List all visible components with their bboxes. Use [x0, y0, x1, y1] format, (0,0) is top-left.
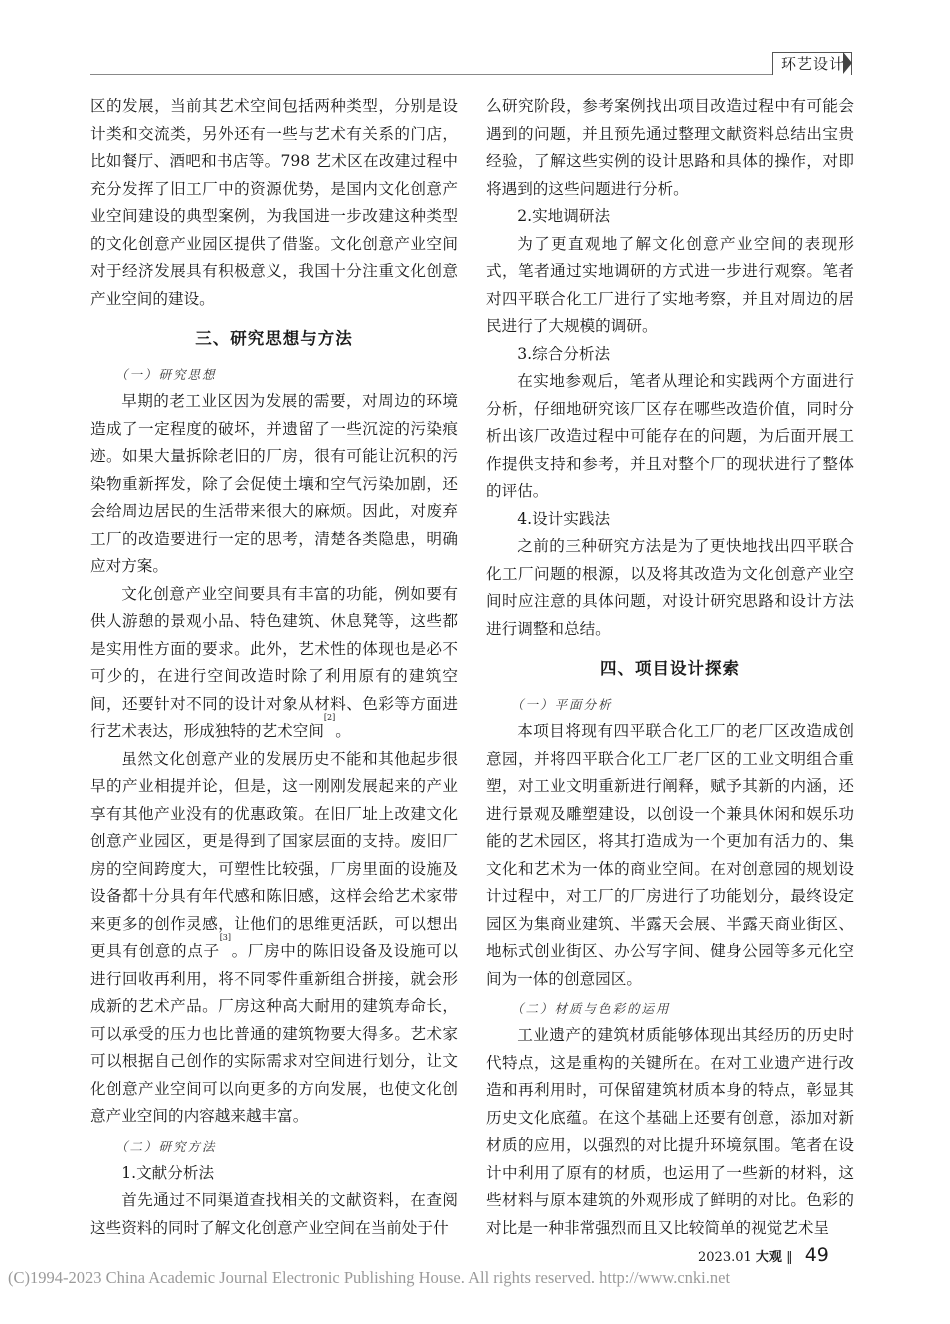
subsection-heading: （一）平面分析 — [511, 697, 613, 712]
paragraph: 本项目将现有四平联合化工厂的老厂区改造成创意园，并将四平联合化工厂老厂区的工业文明组合重塑，对工业文明重新进行阐释，赋予其新的内涵，还进行景观及雕塑建设，以创设一个兼具休闲和娱乐功能的艺术园区，将其打造成为一个更加有活力的、集文化和艺术为一体的商业空间。在对创意园的规划设计过程中，对工厂的厂房进行了功能划分，最终设定园区为集商业建筑、半露天会展、半露天商业街区、地标式创业街区、办公写字间、健身公园等多元化空间为一体的创意园区。 — [486, 722, 854, 988]
paragraph: 虽然文化创意产业的发展历史不能和其他起步很早的产业相提并论，但是，这一刚刚发展起来的产业享有其他产业没有的优惠政策。在旧厂址上改建文化创意产业园区，更是得到了国家层面的支持。废旧厂房的空间跨度大，可塑性比较强，厂房里面的设施及设备都十分具有年代感和陈旧感，这样会给艺术家带来更多的创作灵感，让他们的思维更活跃，可以想出更具有创意的点子[3]。厂房中的陈旧设备及设施可以进行回收再利用，将不同零件重新组合拼接，就会形成新的艺术产品。厂房这种高大耐用的建筑寿命长，可以承受的压力也比普通的建筑物要大得多。艺术家可以根据自己创作的实际需求对空间进行划分，让文化创意产业空间可以向更多的方向发展，也使文化创意产业空间的内容越来越丰富。 — [90, 749, 458, 1125]
paragraph: 之前的三种研究方法是为了更快地找出四平联合化工厂问题的根源，以及将其改造为文化创意产业空间时应注意的具体问题，对设计研究思路和设计方法进行调整和总结。 — [486, 537, 854, 638]
subsection-heading: （一）研究思想 — [115, 367, 217, 382]
method-heading: 1.文献分析法 — [121, 1163, 215, 1182]
paragraph: 在实地参观后，笔者从理论和实践两个方面进行分析，仔细地研究该厂区存在哪些改造价值，同时分析出该厂改造过程中可能存在的问题，为后面开展工作提供支持和参考，并且对整个厂的现状进行了整体的评估。 — [486, 372, 854, 500]
right-column — [486, 93, 854, 1242]
paragraph: 工业遗产的建筑材质能够体现出其经历的历史时代特点，这是重构的关键所在。在对工业遗产进行改造和再利用时，可保留建筑材质本身的特点，彰显其历史文化底蕴。在这个基础上还要有创意，添加对新材质的应用，以强烈的对比提升环境氛围。笔者在设计中利用了原有的材质，也运用了一些新的材料，这些材料与原本建筑的外观形成了鲜明的对比。色彩的对比是一种非常强烈而且又比较简单的视觉艺术呈 — [486, 1026, 854, 1237]
subsection-heading: （二）研究方法 — [115, 1138, 217, 1154]
left-column — [90, 93, 458, 1242]
footer-separator: ‖ — [786, 1250, 793, 1265]
page-number: 49 — [804, 1244, 829, 1266]
paragraph: 文化创意产业空间要具有丰富的功能，例如要有供人游憩的景观小品、特色建筑、休息凳等，这些都是实用性方面的要求。此外，艺术性的体现也是必不可少的，在进行空间改造时除了利用原有的建筑空间，还要针对不同的设计对象从材料、色彩等方面进行艺术表达，形成独特的艺术空间[2]。 — [90, 584, 458, 740]
method-heading: 3.综合分析法 — [517, 344, 611, 363]
issue-date: 2023.01 — [698, 1250, 752, 1265]
paragraph: 早期的老工业区因为发展的需要，对周边的环境造成了一定程度的破坏，并遗留了一些沉淀的污染痕迹。如果大量拆除老旧的厂房，很有可能让沉积的污染物重新挥发，除了会促使土壤和空气污染加剧，还会给周边居民的生活带来很大的麻烦。因此，对废弃工厂的改造要进行一定的思考，清楚各类隐患，明确应对方案。 — [90, 392, 458, 575]
copyright-notice: (C)1994-2023 China Academic Journal Electronic Publishing House. All rights reserved. http://www.cnki.net — [8, 1268, 731, 1287]
paragraph: 区的发展，当前其艺术空间包括两种类型，分别是设计类和交流类，另外还有一些与艺术有关系的门店，比如餐厅、酒吧和书店等。798 艺术区在改建过程中充分发挥了旧工厂中的资源优势，是国内文化创意产业空间建设的典型案例，为我国进一步改建这种类型的文化创意产业园区提供了借鉴。文化创意产业空间对于经济发展具有积极意义，我国十分注重文化创意产业空间的建设。 — [90, 97, 458, 308]
citation-ref: [3] — [219, 933, 232, 942]
page-footer — [698, 1244, 829, 1266]
journal-name: 大观 — [755, 1250, 782, 1265]
section-chevron-icon — [843, 52, 852, 74]
method-heading: 2.实地调研法 — [517, 207, 611, 225]
paragraph: 首先通过不同渠道查找相关的文献资料，在查阅这些资料的同时了解文化创意产业空间在当前处于什 — [90, 1191, 458, 1237]
citation-ref: [2] — [323, 713, 336, 722]
section-heading: 四、项目设计探索 — [600, 659, 740, 678]
section-tag: 环艺设计 — [772, 52, 852, 75]
header-rule — [90, 74, 773, 75]
paragraph: 么研究阶段，参考案例找出项目改造过程中有可能会遇到的问题，并且预先通过整理文献资料总结出宝贵经验，了解这些实例的设计思路和具体的操作，对即将遇到的这些问题进行分析。 — [486, 97, 854, 198]
paragraph: 为了更直观地了解文化创意产业空间的表现形式，笔者通过实地调研的方式进一步进行观察。笔者对四平联合化工厂进行了实地考察，并且对周边的居民进行了大规模的调研。 — [486, 234, 854, 335]
method-heading: 4.设计实践法 — [517, 509, 611, 528]
subsection-heading: （二）材质与色彩的运用 — [511, 1001, 671, 1016]
section-heading: 三、研究思想与方法 — [195, 329, 353, 348]
